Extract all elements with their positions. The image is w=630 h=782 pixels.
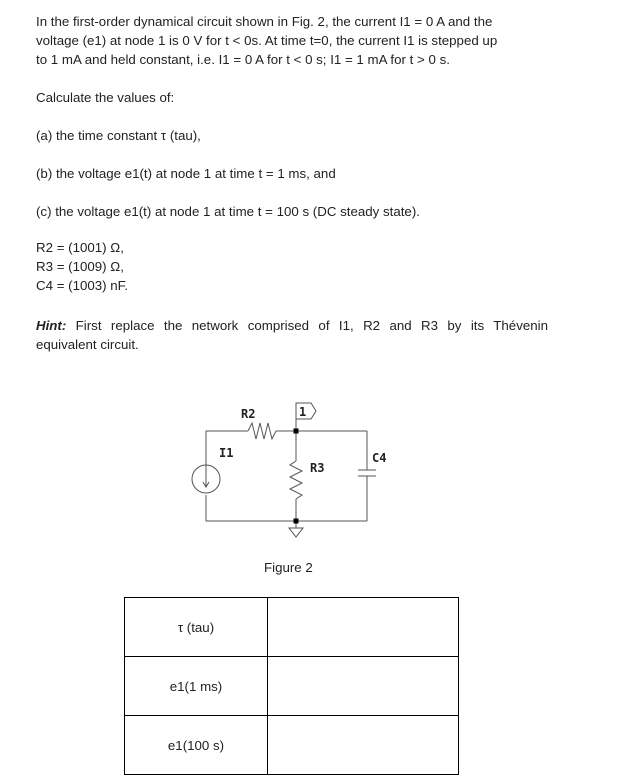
i1-label: I1 (219, 446, 234, 460)
node-label: 1 (299, 405, 307, 419)
table-row (125, 598, 459, 657)
r3-resistor (290, 461, 302, 499)
value-c4: C4 = (1003) nF. (36, 278, 129, 293)
r3-label: R3 (310, 461, 325, 475)
calculate-label: Calculate the values of: (36, 90, 175, 105)
answer-cell-tau[interactable] (268, 598, 459, 657)
figure-caption: Figure 2 (264, 560, 313, 575)
answer-table (124, 597, 459, 775)
value-r3: R3 = (1009) Ω, (36, 259, 124, 274)
ground-icon (289, 528, 303, 537)
question-c: (c) the voltage e1(t) at node 1 at time t = 100 s (DC steady state). (36, 204, 420, 219)
circuit-diagram (170, 395, 410, 555)
r2-label: R2 (241, 407, 256, 421)
hint-text-1: First replace the network comprised of I1, R2 and R3 by its Thévenin (75, 318, 548, 333)
node-dot-top (294, 429, 299, 434)
hint-label: Hint: (36, 318, 67, 333)
table-row (125, 716, 459, 775)
intro-line-3: to 1 mA and held constant, i.e. I1 = 0 A for t < 0 s; I1 = 1 mA for t > 0 s. (36, 52, 450, 67)
row-label-e1-1ms: e1(1 ms) (125, 657, 268, 716)
question-a: (a) the time constant τ (tau), (36, 128, 201, 143)
table-row (125, 657, 459, 716)
intro-line-2: voltage (e1) at node 1 is 0 V for t < 0s. At time t=0, the current I1 is stepped up (36, 33, 498, 48)
answer-cell-e1-1ms[interactable] (268, 657, 459, 716)
row-label-tau: τ (tau) (125, 598, 268, 657)
wire-bottom (206, 495, 367, 521)
question-b: (b) the voltage e1(t) at node 1 at time t = 1 ms, and (36, 166, 336, 181)
value-r2: R2 = (1001) Ω, (36, 240, 124, 255)
r2-resistor (248, 423, 276, 439)
row-label-e1-100s: e1(100 s) (125, 716, 268, 775)
hint-line-1 (36, 316, 548, 335)
hint-line-2: equivalent circuit. (36, 337, 139, 352)
c4-label: C4 (372, 451, 387, 465)
answer-cell-e1-100s[interactable] (268, 716, 459, 775)
node-dot-bottom (294, 519, 299, 524)
intro-line-1: In the first-order dynamical circuit shown in Fig. 2, the current I1 = 0 A and the (36, 14, 493, 29)
